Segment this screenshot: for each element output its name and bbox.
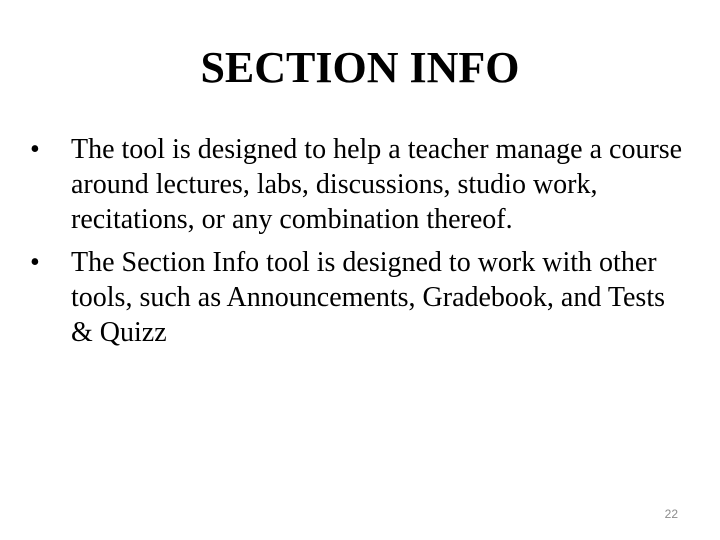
page-number: 22: [664, 507, 678, 521]
bullet-marker: •: [30, 134, 40, 165]
bullet-text: The tool is designed to help a teacher manage a course around lectures, labs, discussions, studio work, recitations, or any combination thereof.: [71, 134, 683, 235]
slide-title: SECTION INFO: [200, 43, 520, 92]
bullet-item: [30, 132, 690, 237]
bullet-marker: •: [30, 247, 40, 278]
bullet-item: [30, 245, 690, 350]
bullet-list: [30, 132, 690, 358]
bullet-text: The Section Info tool is designed to work with other tools, such as Announcements, Gradebook, and Tests & Quizz: [71, 247, 665, 348]
